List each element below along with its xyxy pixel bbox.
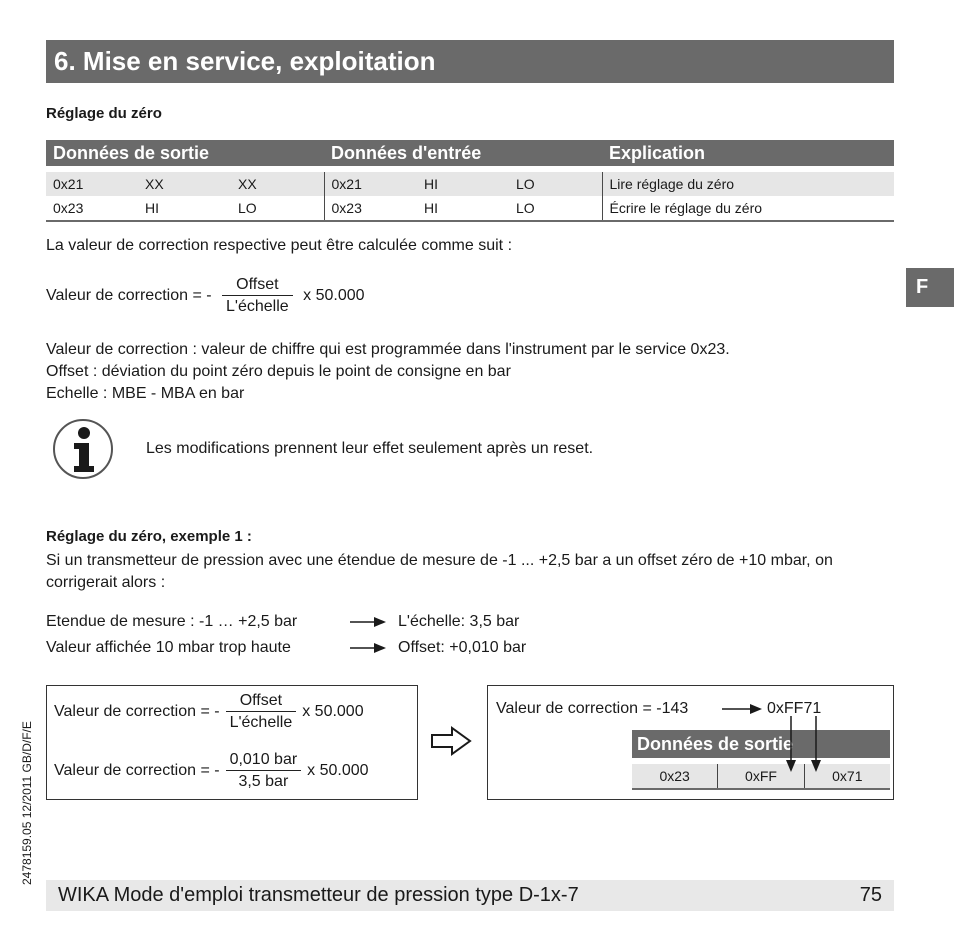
formula-denominator: L'échelle [229,714,293,731]
arrow-down-icon [785,716,797,779]
table-cell: HI [138,196,231,221]
document-code [6,680,46,890]
footer-text: WIKA Mode d'emploi transmetteur de pression type D-1x-7 [58,884,579,906]
arrow-right-icon [720,702,764,721]
page-footer [46,880,894,911]
mini-table-header: Données de sortie [632,730,890,758]
table-cell: 0x23 [324,196,417,221]
range-line-right: L'échelle: 3,5 bar [398,613,520,630]
definition-line: Offset : déviation du point zéro depuis le point de consigne en bar [46,363,511,380]
page-number: 75 [859,884,882,906]
definition-line: Echelle : MBE - MBA en bar [46,385,245,402]
definitions [46,339,730,405]
correction-formula [46,276,365,316]
table-cell: Lire réglage du zéro [602,169,894,196]
implies-arrow-icon [430,726,472,761]
formula-right: x 50.000 [303,287,365,305]
table-cell: LO [231,196,324,221]
result-hex: 0xFF71 [767,700,822,717]
zero-adjust-table [46,140,894,222]
formula-right: x 50.000 [302,703,364,721]
offset-line-left: Valeur affichée 10 mbar trop haute [46,639,291,656]
header-output-data: Données de sortie [46,140,324,169]
formula-left: Valeur de correction = - [54,762,220,780]
table-row [46,196,894,221]
mini-cell: 0xFF [717,764,803,788]
mini-cell: 0x23 [659,768,690,784]
table-cell: XX [138,169,231,196]
table-cell: Écrire le réglage du zéro [602,196,894,221]
table-cell: LO [509,169,602,196]
table-cell: HI [417,196,509,221]
table-cell: XX [231,169,324,196]
example-text: Si un transmetteur de pression avec une étendue de mesure de -1 ... +2,5 bar a un offset zéro de +10 mbar, on corrigerait alors : [46,552,833,591]
table-cell: 0x21 [324,169,417,196]
formula-left: Valeur de correction = - [46,287,212,305]
formula-denominator: L'échelle [226,298,289,315]
zero-adjust-heading: Réglage du zéro [46,105,162,122]
info-icon [46,418,120,480]
range-line-left: Etendue de mesure : -1 … +2,5 bar [46,613,298,630]
formula-numerator: Offset [226,692,297,712]
calculation-box [46,685,418,800]
table-header-row [46,140,894,169]
header-explanation: Explication [602,140,894,169]
table-cell: 0x23 [46,196,138,221]
result-left: Valeur de correction = -143 [496,700,689,717]
mini-cell: 0x71 [804,764,890,788]
arrow-right-icon [348,641,388,660]
arrow-right-icon [348,615,388,634]
formula-fraction [226,692,297,732]
formula-fraction [226,751,302,791]
formula-numerator: 0,010 bar [226,751,302,771]
formula-right: x 50.000 [307,762,369,780]
mini-output-table [632,730,890,790]
mini-table-row [632,764,890,790]
formula-numerator: Offset [222,276,293,296]
formula-denominator: 3,5 bar [238,773,289,790]
box-formula-2 [54,751,369,791]
section-title: 6. Mise en service, exploitation [46,40,894,83]
table-cell: 0x21 [46,169,138,196]
example-heading: Réglage du zéro, exemple 1 : [46,528,252,545]
table-cell: LO [509,196,602,221]
box-formula-1 [54,692,364,732]
intro-text: La valeur de correction respective peut être calculée comme suit : [46,237,513,254]
table-cell: HI [417,169,509,196]
offset-line-right: Offset: +0,010 bar [398,639,527,656]
language-tab: F [906,268,954,307]
note-text: Les modifications prennent leur effet seulement après un reset. [146,440,594,457]
formula-left: Valeur de correction = - [54,703,220,721]
formula-fraction [222,276,293,316]
arrow-down-icon [810,716,822,779]
definition-line: Valeur de correction : valeur de chiffre qui est programmée dans l'instrument par le service 0x23. [46,341,730,358]
table-row [46,169,894,196]
document-code-text: 2478159.05 12/2011 GB/D/F/E [20,721,34,885]
header-input-data: Données d'entrée [324,140,602,169]
result-box [487,685,894,800]
